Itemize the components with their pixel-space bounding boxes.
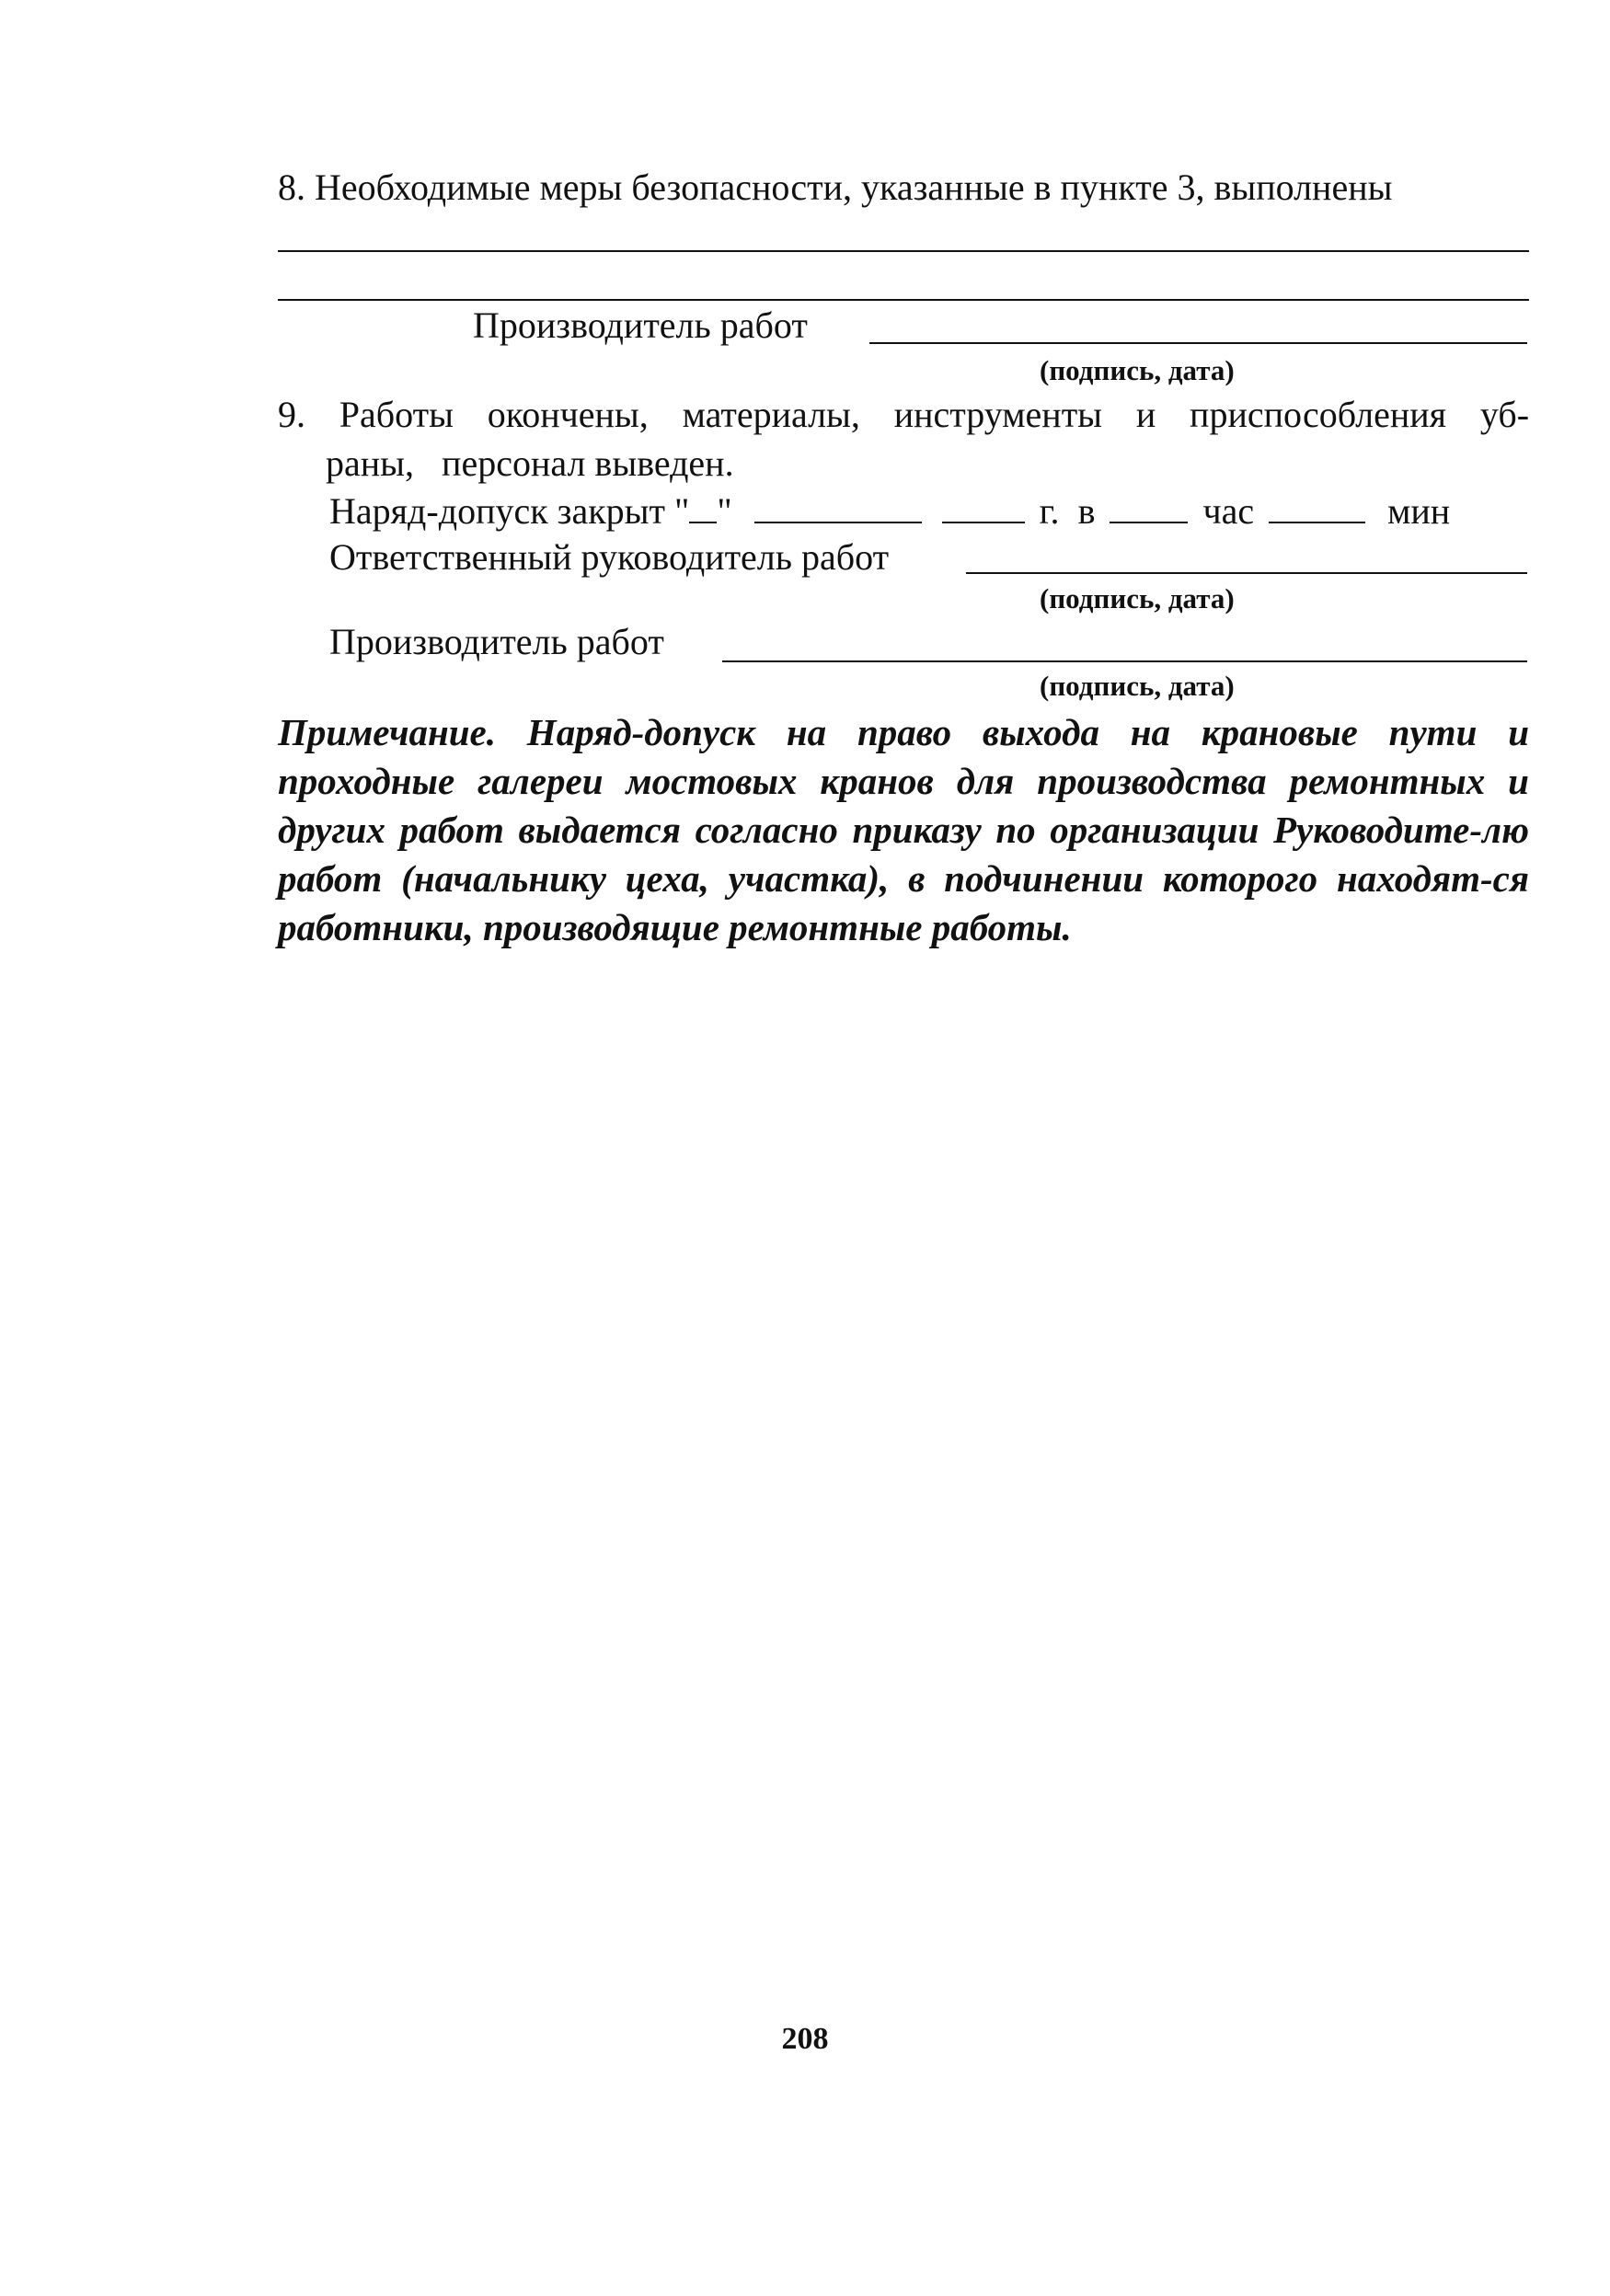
hour-field[interactable] [1110,490,1188,523]
note-paragraph [278,708,1529,952]
item-9-producer-caption: (подпись, дата) [1040,670,1235,702]
item-9-line-1 [278,393,1529,437]
note-text: Наряд-допуск на право выхода на крановые пути и проходные галереи мостовых кранов для производства ремонтных и других работ выдается согласно приказу по организации Руководите-лю работ (начальнику цеха, участка), в подчинении которого находят-ся работники, производящие ремонтные работы. [278,711,1529,948]
item-9-producer-label: Производитель работ [329,621,664,662]
responsible-manager-caption: (подпись, дата) [1040,582,1235,614]
month-field[interactable] [754,490,922,523]
year-label: г. [1039,490,1060,532]
work-permit-closed-row [329,489,1450,534]
at-label: в [1077,490,1096,532]
item-8-text: 8. Необходимые меры безопасности, указанные в пункте 3, выполнены [278,166,1393,208]
item-8-blank-line-2[interactable] [278,299,1529,301]
work-permit-closed-label: Наряд-допуск закрыт [329,490,665,532]
minute-field[interactable] [1269,490,1365,523]
note-heading: Примечание. [278,711,496,753]
item-8-producer-caption: (подпись, дата) [1040,354,1235,386]
day-field[interactable] [689,490,717,523]
item-9-word: материалы, [682,394,860,435]
item-9-word: окончены, [487,394,649,435]
item-9-word: 9. Работы [278,394,454,435]
hour-label: час [1202,490,1255,532]
item-9-line-2 [326,442,734,486]
quote-close: " [717,490,732,532]
note-block [278,708,1529,952]
item-8-blank-line-1[interactable] [278,250,1529,252]
responsible-manager-signature-line[interactable] [966,572,1527,574]
quote-open: " [674,490,690,532]
responsible-manager-label: Ответственный руководитель работ [329,536,890,578]
item-9-word: раны, [326,442,415,484]
minute-label: мин [1387,490,1451,532]
item-8-producer-signature-line[interactable] [869,342,1527,344]
item-8-producer-label: Производитель работ [473,304,808,346]
item-9-word: инструменты и приспособления уб- [893,394,1530,435]
page-number: 208 [781,2022,829,2056]
year-field[interactable] [942,490,1025,523]
item-9-producer-signature-line[interactable] [722,660,1527,662]
item-9-word: персонал выведен. [442,442,734,484]
